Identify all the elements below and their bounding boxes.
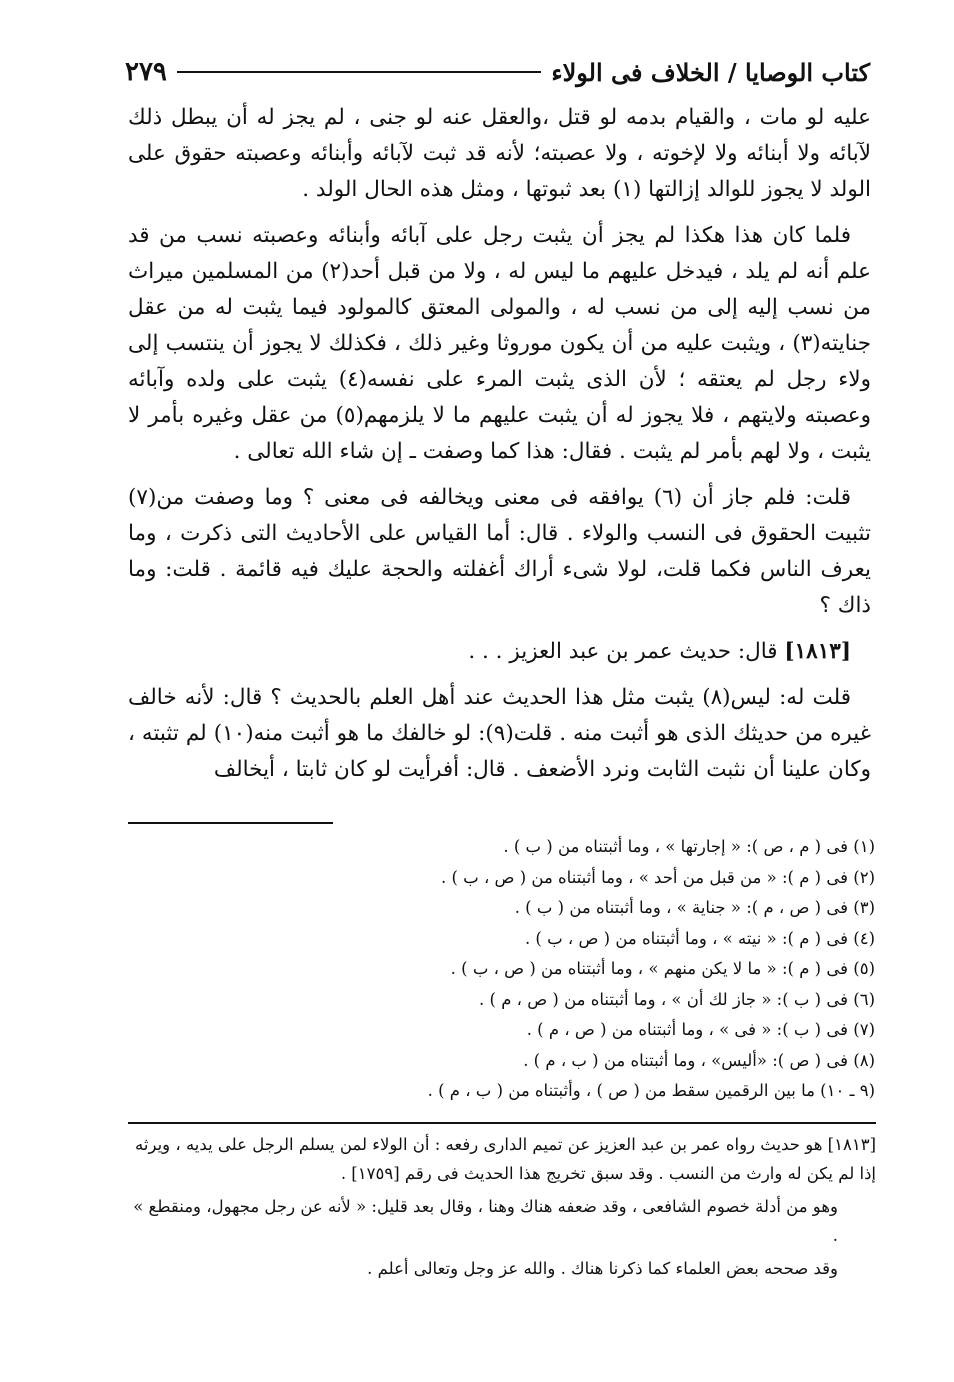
paragraph-5: قلت له: ليس(٨) يثبت مثل هذا الحديث عند أهل العلم بالحديث ؟ قال: لأنه خالف غيره من حديثك الذى هو أثبت منه . قلت(٩): لو خالفك ما هو أثبت منه(١٠) لم تثبته ، وكان علينا أن نثبت الثابت ونرد الأضعف . قال: أفرأيت لو كان ثابتا ، أيخالف: [128, 685, 872, 782]
header-rule: [177, 71, 541, 73]
paragraph-2: فلما كان هذا هكذا لم يجز أن يثبت رجل على آبائه وأبنائه وعصبته نسب من قد علم أنه لم يلد ، فيدخل عليهم ما ليس له ، ولا من قبل أحد(٢) من المسلمين ميراث من نسب إليه إلى من نسب له ، والمولى المعتق كالمولود فيما يثبت له من عقل جنايته(٣) ، ويثبت عليه من أن يكون موروثا وغير ذلك ، فكذلك لا يجوز أن ينتسب إلى ولاء رجل لم يعتقه ؛ لأن الذى يثبت المرء على نفسه(٤) يثبت على ولده وآبائه وعصبته ولايتهم ، فلا يجوز له أن يثبت عليهم ما لا يلزمهم(٥) من عقل وغيره بأمر لا يثبت ، ولا لهم بأمر لم يثبت . فقال: هذا كما وصفت ـ إن شاء الله تعالى .: [128, 223, 872, 464]
main-text: [128, 100, 871, 798]
commentary-notes: [128, 1130, 876, 1287]
footnote-item: (٧) فى ( ب ): « فى » ، وما أثبتناه من ( ص ، م ) .: [526, 1020, 875, 1039]
running-header: [125, 52, 870, 92]
footnote-separator: [128, 822, 333, 824]
footnote-item: (١) فى ( م ، ص ): « إجارتها » ، وما أثبتناه من ( ب ) .: [503, 837, 875, 856]
notes-separator: [128, 1122, 876, 1124]
footnote-item: (٣) فى ( ص ، م ): « جناية » ، وما أثبتناه من ( ب ) .: [514, 898, 875, 917]
page-number: ٢٧٩: [125, 57, 167, 87]
footnote-item: (٦) فى ( ب ): « جاز لك أن » ، وما أثبتناه من ( ص ، م ) .: [479, 989, 875, 1009]
footnote-item: (٩ ـ ١٠) ما بين الرقمين سقط من ( ص ) ، وأثبتناه من ( ب ، م ) .: [427, 1081, 875, 1100]
footnote-item: (٥) فى ( م ): « ما لا يكن منهم » ، وما أثبتناه من ( ص ، ب ) .: [450, 959, 875, 978]
hadith-reference: [١٨١٣]: [784, 639, 851, 664]
commentary-note-3: وقد صححه بعض العلماء كما ذكرنا هناك . والله عز وجل وتعالى أعلم .: [367, 1259, 838, 1278]
footnote-item: (٨) فى ( ص ): «أليس» ، وما أثبتناه من ( ب ، م ) .: [523, 1050, 875, 1070]
footnote-item: (٢) فى ( م ): « من قبل من أحد » ، وما أثبتناه من ( ص ، ب ) .: [441, 867, 875, 887]
commentary-note-1: [١٨١٣] هو حديث رواه عمر بن عبد العزيز عن تميم الدارى رفعه : أن الولاء لمن يسلم الرجل على يديه ، ويرثه إذا لم يكن له وارث من النسب . وقد سبق تخريج هذا الحديث فى رقم [١٧٥٩] .: [135, 1135, 876, 1183]
footnote-item: (٤) فى ( م ): « نيته » ، وما أثبتناه من ( ص ، ب ) .: [524, 928, 875, 948]
paragraph-4-text: قال: حديث عمر بن عبد العزيز . . .: [468, 639, 778, 664]
footnotes-list: [300, 832, 875, 1107]
paragraph-3: قلت: فلم جاز أن (٦) يوافقه فى معنى ويخالفه فى معنى ؟ وما وصفت من(٧) تثبيت الحقوق فى النسب والولاء . قال: أما القياس على الأحاديث التى ذكرت ، وما يعرف الناس فكما قلت، لولا شىء أراك أغفلته والحجة عليك فيه قائمة . قلت: وما ذاك ؟: [128, 485, 871, 618]
paragraph-1: عليه لو مات ، والقيام بدمه لو قتل ،والعقل عنه لو جنى ، لم يجز له أن يبطل ذلك لآبائه ولا أبنائه ولا لإخوته ، ولا عصبته؛ لأنه قد ثبت لآبائه وأبنائه وعصبته حقوق على الولد لا يجوز للوالد إزالتها (١) بعد ثبوتها ، ومثل هذه الحال الولد .: [128, 105, 871, 202]
paragraph-4: [128, 634, 871, 670]
commentary-note-2: وهو من أدلة خصوم الشافعى ، وقد ضعفه هناك وهنا ، وقال بعد قليل: « لأنه عن رجل مجهول، ومنقطع » .: [133, 1197, 838, 1245]
running-title: كتاب الوصايا / الخلاف فى الولاء: [551, 57, 870, 87]
